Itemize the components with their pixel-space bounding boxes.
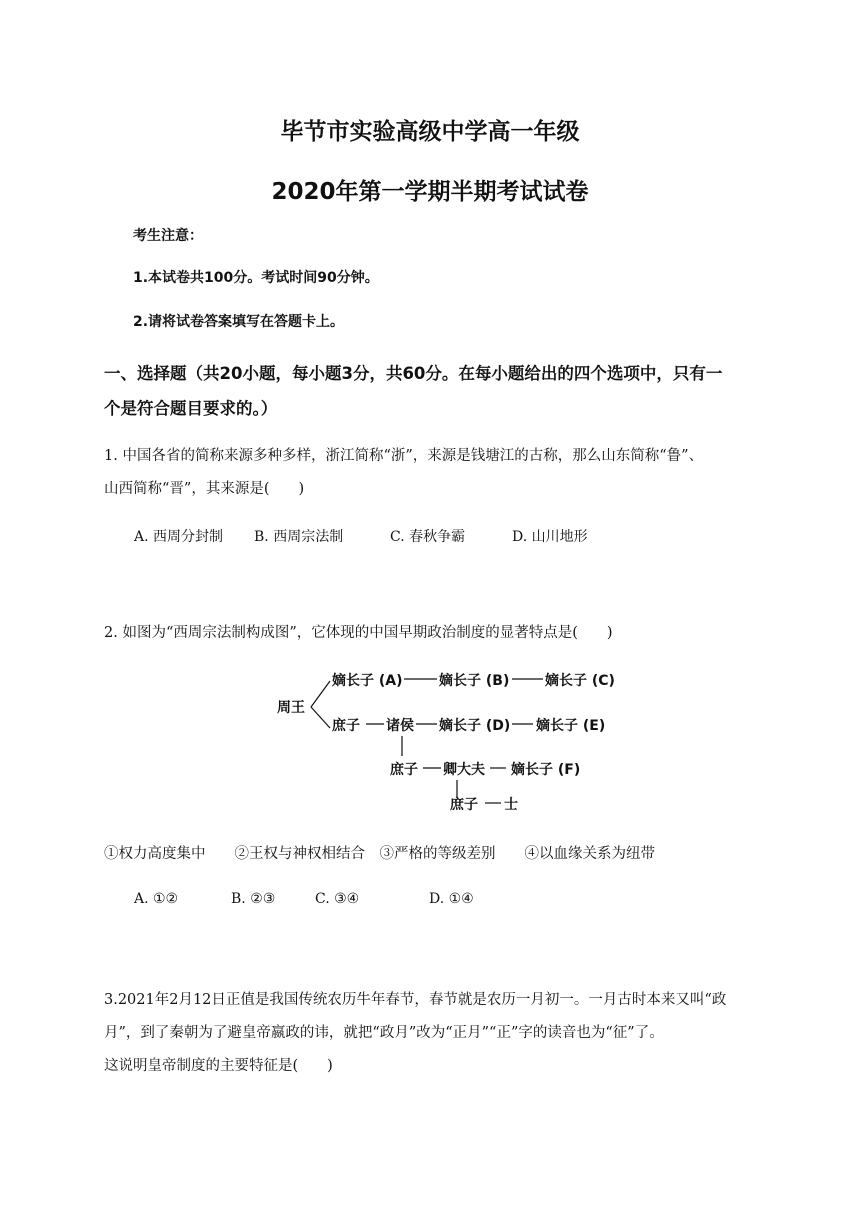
notice-heading: 考生注意： — [133, 228, 203, 244]
q2-option-d: D. ①④ — [429, 891, 474, 907]
diagram-node-qingdafu: 卿大夫 — [443, 762, 485, 778]
notice-item-2: 2.请将试卷答案填写在答题卡上。 — [133, 314, 345, 330]
diagram-node-shuzi-3: 庶子 — [450, 797, 478, 813]
question-1-line1: 1. 中国各省的简称来源多种多样，浙江简称“浙”，来源是钱塘江的古称，那么山东简称“鲁”、 — [104, 448, 704, 464]
question-3-line2: 月”，到了秦朝为了避皇帝嬴政的讳，就把“政月”改为“正月”“正”字的读音也为“征”了。 — [104, 1025, 664, 1041]
q2-option-b: B. ②③ — [231, 891, 276, 907]
q1-option-a: A. 西周分封制 — [134, 529, 224, 545]
diagram-node-f: 嫡长子 (F) — [511, 762, 581, 778]
question-3-line3: 这说明皇帝制度的主要特征是( ) — [104, 1058, 333, 1074]
q1-option-d: D. 山川地形 — [512, 529, 588, 545]
question-2-options — [134, 891, 634, 911]
exam-title-line1: 毕节市实验高级中学高一年级 — [280, 119, 580, 145]
exam-title-line2: 2020年第一学期半期考试试卷 — [271, 179, 589, 205]
diagram-node-shi: 士 — [504, 797, 518, 813]
diagram-node-a: 嫡长子 (A) — [332, 673, 403, 689]
diagram-node-b: 嫡长子 (B) — [439, 673, 510, 689]
diagram-node-zhuhou: 诸侯 — [386, 718, 414, 734]
question-2-statements: ①权力高度集中 ②王权与神权相结合 ③严格的等级差别 ④以血缘关系为纽带 — [104, 846, 655, 862]
diagram-node-d: 嫡长子 (D) — [439, 718, 511, 734]
question-3-line1: 3.2021年2月12日正值是我国传统农历牛年春节，春节就是农历一月初一。一月古时本来又叫“政 — [104, 992, 727, 1008]
diagram-node-c: 嫡长子 (C) — [545, 673, 615, 689]
diagram-node-shuzi-2: 庶子 — [390, 762, 418, 778]
branch-line-upper — [311, 681, 330, 707]
diagram-node-shuzi-1: 庶子 — [332, 718, 360, 734]
section-heading-line1: 一、选择题（共20小题，每小题3分，共60分。在每小题给出的四个选项中，只有一 — [104, 364, 723, 383]
notice-item-1: 1.本试卷共100分。考试时间90分钟。 — [133, 270, 379, 286]
q2-option-c: C. ③④ — [315, 891, 360, 907]
question-1-line2: 山西简称“晋”，其来源是( ) — [104, 481, 305, 497]
diagram-root-zhouwang: 周王 — [277, 700, 305, 716]
diagram-node-e: 嫡长子 (E) — [536, 718, 606, 734]
section-heading-line2: 个是符合题目要求的。） — [104, 399, 278, 418]
question-2-line1: 2. 如图为“西周宗法制构成图”，它体现的中国早期政治制度的显著特点是( ) — [104, 625, 613, 641]
branch-line-lower — [311, 707, 330, 728]
q1-option-c: C. 春秋争霸 — [390, 529, 466, 545]
q1-option-b: B. 西周宗法制 — [254, 529, 344, 545]
q2-option-a: A. ①② — [134, 891, 179, 907]
